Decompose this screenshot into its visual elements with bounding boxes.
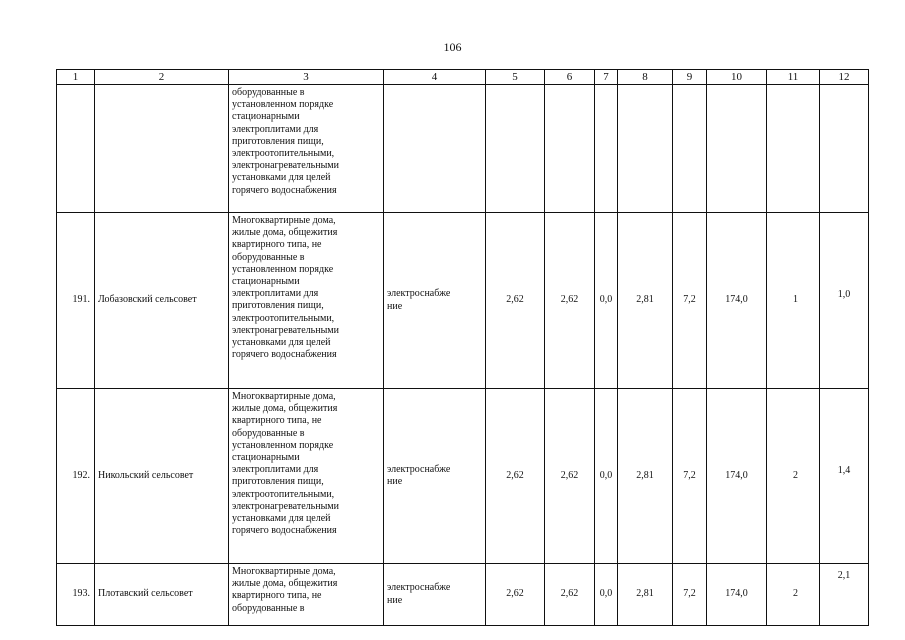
- description-line: оборудованные в: [232, 251, 305, 263]
- tariff-table: [56, 69, 869, 626]
- value-cell: 2: [767, 564, 820, 626]
- description-line: жилые дома, общежития: [232, 227, 338, 239]
- column-header: 12: [820, 70, 869, 85]
- value-cell: 0,0: [595, 564, 618, 626]
- description-line: установками для целей: [232, 172, 331, 184]
- description-line: установленном порядке: [232, 263, 334, 275]
- value-cell: 1,4: [820, 389, 869, 564]
- settlement-name: Лобазовский сельсовет: [95, 213, 229, 389]
- value-cell: 0,0: [595, 213, 618, 389]
- empty-cell: [707, 85, 767, 213]
- description-line: электронагревательными: [232, 324, 339, 336]
- column-header: 4: [384, 70, 486, 85]
- empty-cell: [673, 85, 707, 213]
- value-cell: 2,62: [545, 213, 595, 389]
- value-cell: 2: [767, 389, 820, 564]
- value-cell: 2,62: [486, 389, 545, 564]
- description-line: электроплитами для: [232, 464, 319, 476]
- service-line: ние: [387, 476, 403, 487]
- description-line: Многоквартирные дома,: [232, 566, 336, 577]
- description-cell: [229, 85, 384, 213]
- value-cell: 1,0: [820, 213, 869, 389]
- description-line: квартирного типа, не: [232, 415, 322, 427]
- value-cell: 2,62: [486, 213, 545, 389]
- description-line: электроплитами для: [232, 288, 319, 300]
- row-number: 193.: [57, 564, 95, 626]
- row-number: 191.: [57, 213, 95, 389]
- description-cell: [229, 213, 384, 389]
- description-line: горячего водоснабжения: [232, 525, 337, 537]
- description-line: электроотопительными,: [232, 488, 335, 500]
- description-line: приготовления пищи,: [232, 135, 324, 147]
- empty-cell: [57, 85, 95, 213]
- description-cell: [229, 564, 384, 626]
- description-line: оборудованные в: [232, 87, 305, 98]
- column-header: 10: [707, 70, 767, 85]
- description-line: стационарными: [232, 452, 300, 464]
- column-header: 9: [673, 70, 707, 85]
- description-line: электроотопительными,: [232, 312, 335, 324]
- service-line: электроснабже: [387, 463, 451, 475]
- value-cell: 7,2: [673, 564, 707, 626]
- column-header: 7: [595, 70, 618, 85]
- value-cell: 174,0: [707, 389, 767, 564]
- empty-cell: [545, 85, 595, 213]
- table-row: [57, 564, 869, 626]
- empty-cell: [767, 85, 820, 213]
- column-header: 8: [618, 70, 673, 85]
- description-line: установками для целей: [232, 513, 331, 525]
- empty-cell: [384, 85, 486, 213]
- value-cell: 174,0: [707, 213, 767, 389]
- description-line: оборудованные в: [232, 602, 305, 614]
- description-line: приготовления пищи,: [232, 300, 324, 312]
- description-line: жилые дома, общежития: [232, 578, 338, 590]
- value-cell: 174,0: [707, 564, 767, 626]
- value-cell: 7,2: [673, 389, 707, 564]
- service-line: ние: [387, 300, 403, 312]
- value-cell: 2,81: [618, 389, 673, 564]
- row-number: 192.: [57, 389, 95, 564]
- column-header: 5: [486, 70, 545, 85]
- value-cell: 2,81: [618, 564, 673, 626]
- description-line: оборудованные в: [232, 427, 305, 439]
- empty-cell: [820, 85, 869, 213]
- empty-cell: [618, 85, 673, 213]
- value-cell: 2,1: [820, 564, 869, 626]
- description-line: электронагревательными: [232, 160, 339, 172]
- empty-cell: [95, 85, 229, 213]
- description-line: приготовления пищи,: [232, 476, 324, 488]
- value-cell: 2,62: [486, 564, 545, 626]
- column-header: 2: [95, 70, 229, 85]
- settlement-name: Никольский сельсовет: [95, 389, 229, 564]
- table-row: [57, 389, 869, 564]
- empty-cell: [595, 85, 618, 213]
- value-cell: 7,2: [673, 213, 707, 389]
- column-header: 6: [545, 70, 595, 85]
- description-line: установками для целей: [232, 337, 331, 349]
- table-row: [57, 85, 869, 213]
- description-line: квартирного типа, не: [232, 590, 322, 602]
- column-header: 1: [57, 70, 95, 85]
- description-line: горячего водоснабжения: [232, 349, 337, 361]
- service-line: ние: [387, 594, 403, 606]
- description-line: жилые дома, общежития: [232, 403, 338, 415]
- service-line: электроснабже: [387, 288, 451, 300]
- description-line: Многоквартирные дома,: [232, 391, 336, 402]
- description-line: электронагревательными: [232, 500, 339, 512]
- column-header: 11: [767, 70, 820, 85]
- empty-cell: [486, 85, 545, 213]
- service-cell: [384, 389, 486, 564]
- description-line: электроотопительными,: [232, 148, 335, 160]
- table-header-row: [57, 70, 869, 85]
- description-line: стационарными: [232, 276, 300, 288]
- column-header: 3: [229, 70, 384, 85]
- table-row: [57, 213, 869, 389]
- service-cell: [384, 213, 486, 389]
- value-cell: 2,62: [545, 564, 595, 626]
- value-cell: 2,81: [618, 213, 673, 389]
- description-line: установленном порядке: [232, 439, 334, 451]
- description-line: установленном порядке: [232, 99, 334, 111]
- service-cell: [384, 564, 486, 626]
- description-line: горячего водоснабжения: [232, 184, 337, 196]
- description-cell: [229, 389, 384, 564]
- description-line: Многоквартирные дома,: [232, 215, 336, 226]
- value-cell: 1: [767, 213, 820, 389]
- page-number: 106: [443, 40, 462, 54]
- description-line: стационарными: [232, 111, 300, 123]
- description-line: квартирного типа, не: [232, 239, 322, 251]
- value-cell: 0,0: [595, 389, 618, 564]
- description-line: электроплитами для: [232, 123, 319, 135]
- value-cell: 2,62: [545, 389, 595, 564]
- service-line: электроснабже: [387, 582, 451, 594]
- settlement-name: Плотавский сельсовет: [95, 564, 229, 626]
